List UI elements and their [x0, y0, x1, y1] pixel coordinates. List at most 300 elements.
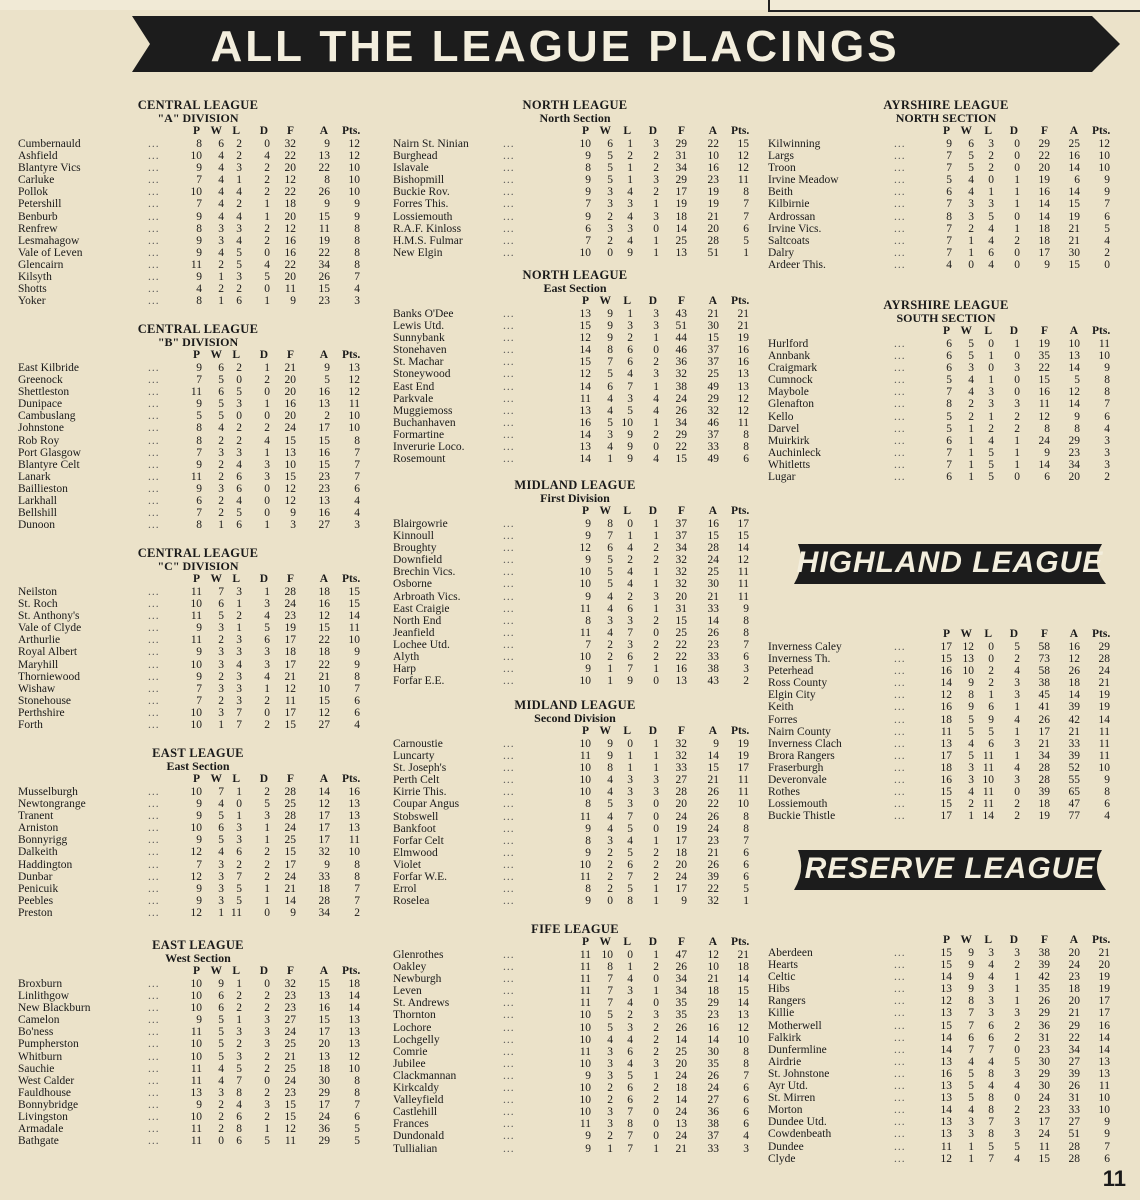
stat-d: 1: [1014, 434, 1020, 447]
stat-p: 10: [190, 719, 202, 732]
stat-pts: 19: [737, 750, 749, 763]
leader-dots: ...: [894, 234, 906, 247]
stat-p: 12: [190, 870, 202, 883]
team-name: Irvine Vics.: [768, 222, 822, 235]
table-row: [768, 774, 1124, 786]
team-name: Perth Celt: [393, 774, 440, 787]
leader-dots: ...: [894, 959, 906, 972]
stat-w: 7: [968, 1019, 974, 1032]
stat-l: 1: [627, 308, 633, 320]
stat-d: 1: [653, 578, 659, 591]
stat-a: 16: [707, 162, 719, 175]
leader-dots: ...: [894, 774, 906, 787]
stat-p: 16: [940, 1067, 952, 1080]
leader-dots: ...: [148, 786, 160, 798]
stat-f: 8: [1044, 422, 1050, 435]
column-header-f: F: [286, 573, 294, 585]
stat-f: 14: [1038, 458, 1050, 471]
stat-l: 1: [988, 186, 994, 199]
table-row: [18, 422, 378, 434]
stat-f: 15: [1038, 1152, 1050, 1165]
table-row: [393, 1046, 757, 1058]
table-row: [393, 997, 757, 1009]
stat-a: 33: [318, 870, 330, 883]
stat-f: 13: [675, 1118, 687, 1131]
stat-f: 19: [1038, 338, 1050, 350]
team-name: Lochore: [393, 1021, 432, 1034]
stat-f: 31: [675, 602, 687, 615]
stat-f: 31: [675, 150, 687, 163]
stat-pts: 10: [737, 1033, 749, 1046]
team-name: Dundee: [768, 1140, 804, 1153]
leader-dots: ...: [503, 961, 515, 974]
leader-dots: ...: [148, 507, 160, 520]
leader-dots: ...: [503, 518, 515, 530]
team-name: Glenafton: [768, 398, 814, 411]
stat-f: 24: [675, 810, 687, 823]
stat-l: 6: [988, 246, 994, 259]
stat-l: 4: [236, 210, 242, 223]
stat-f: 9: [290, 507, 296, 520]
leader-dots: ...: [503, 651, 515, 664]
stat-pts: 13: [1098, 1067, 1110, 1080]
column-header-p: P: [581, 125, 589, 137]
stat-f: 20: [284, 271, 296, 284]
table-row: [393, 883, 757, 895]
stat-w: 7: [968, 1007, 974, 1020]
stat-p: 10: [579, 578, 591, 591]
stat-p: 17: [940, 749, 952, 762]
team-name: Morton: [768, 1104, 803, 1117]
stat-f: 22: [284, 150, 296, 163]
leader-dots: ...: [148, 482, 160, 495]
stat-p: 11: [190, 610, 202, 623]
column-header-a: A: [319, 773, 328, 785]
stat-f: 21: [675, 1142, 687, 1155]
stat-l: 6: [627, 356, 633, 369]
stat-d: 5: [264, 798, 270, 811]
stat-a: 2: [324, 410, 330, 423]
reserve-league-banner: [790, 844, 1120, 896]
table-row: [18, 610, 378, 622]
leader-dots: ...: [503, 246, 515, 259]
stat-f: 20: [284, 162, 296, 175]
stat-w: 7: [607, 997, 613, 1010]
column-header-l: L: [984, 125, 992, 137]
table-header: [768, 628, 1124, 641]
stat-f: 19: [284, 622, 296, 635]
stat-f: 14: [675, 1094, 687, 1107]
stat-p: 7: [946, 246, 952, 259]
team-name: Petershill: [18, 198, 62, 211]
stat-w: 3: [607, 186, 613, 199]
stat-l: 0: [988, 362, 994, 375]
stat-l: 3: [236, 822, 242, 835]
stat-d: 2: [1014, 1031, 1020, 1044]
table-row: [18, 622, 378, 634]
stat-p: 13: [940, 1007, 952, 1020]
stat-w: 1: [968, 422, 974, 435]
stat-pts: 11: [348, 834, 360, 847]
stat-p: 9: [585, 186, 591, 199]
table-row: [393, 186, 757, 198]
stat-d: 2: [653, 162, 659, 175]
stat-pts: 13: [737, 380, 749, 393]
stat-d: 1: [1014, 186, 1020, 199]
stat-l: 9: [627, 428, 633, 441]
leader-dots: ...: [148, 434, 160, 447]
stat-p: 10: [190, 1050, 202, 1063]
stat-w: 5: [968, 749, 974, 762]
stat-d: 0: [653, 798, 659, 811]
leader-dots: ...: [148, 682, 160, 695]
stat-l: 3: [236, 446, 242, 459]
team-name: Nairn County: [768, 725, 831, 738]
stat-pts: 4: [354, 495, 360, 508]
stat-pts: 8: [743, 614, 749, 627]
table-row: [768, 762, 1124, 774]
leader-dots: ...: [503, 1142, 515, 1155]
league-title: CENTRAL LEAGUE: [137, 546, 259, 560]
leader-dots: ...: [148, 1111, 160, 1124]
team-name: Rangers: [768, 995, 806, 1008]
stat-p: 14: [940, 971, 952, 984]
stat-pts: 9: [743, 602, 749, 615]
stat-pts: 2: [354, 906, 360, 919]
stat-w: 6: [218, 598, 224, 611]
stat-a: 31: [1068, 1092, 1080, 1105]
stat-w: 6: [607, 138, 613, 150]
stat-p: 7: [585, 198, 591, 211]
stat-a: 13: [318, 990, 330, 1003]
stat-w: 2: [218, 670, 224, 683]
team-name: Muirkirk: [768, 434, 810, 447]
leader-dots: ...: [503, 441, 515, 454]
stat-l: 7: [627, 810, 633, 823]
stat-pts: 7: [743, 638, 749, 651]
league-table: [768, 98, 1124, 271]
stat-a: 17: [318, 810, 330, 823]
stat-p: 7: [946, 198, 952, 211]
stat-w: 5: [607, 566, 613, 579]
leader-dots: ...: [894, 653, 906, 666]
stat-a: 12: [318, 798, 330, 811]
leader-dots: ...: [148, 519, 160, 532]
stat-p: 17: [940, 810, 952, 823]
stat-p: 14: [940, 1031, 952, 1044]
stat-l: 5: [627, 1069, 633, 1082]
stat-w: 4: [607, 810, 613, 823]
stat-f: 44: [675, 332, 687, 345]
stat-f: 11: [1038, 1140, 1050, 1153]
stat-w: 2: [218, 495, 224, 508]
stat-a: 27: [318, 519, 330, 532]
team-name: Dunfermline: [768, 1043, 827, 1056]
stat-p: 6: [946, 186, 952, 199]
stat-d: 2: [1014, 234, 1020, 247]
leader-dots: ...: [503, 762, 515, 775]
stat-w: 3: [607, 1118, 613, 1131]
stat-l: 5: [236, 246, 242, 259]
stat-w: 4: [218, 162, 224, 175]
stat-d: 1: [653, 234, 659, 247]
stat-f: 21: [1038, 737, 1050, 750]
stat-l: 5: [236, 1062, 242, 1075]
stat-a: 15: [707, 530, 719, 543]
stat-a: 10: [707, 150, 719, 163]
column-header-p: P: [192, 773, 200, 785]
stat-pts: 3: [1104, 434, 1110, 447]
stat-w: 2: [607, 651, 613, 664]
stat-p: 9: [196, 1098, 202, 1111]
stat-f: 29: [1038, 138, 1050, 150]
team-name: Rob Roy: [18, 434, 60, 447]
column-header-p: P: [942, 125, 950, 137]
stat-pts: 6: [354, 1111, 360, 1124]
stat-f: 38: [675, 380, 687, 393]
stat-l: 4: [627, 186, 633, 199]
stat-p: 12: [579, 368, 591, 381]
team-name: Whitletts: [768, 458, 811, 471]
stat-p: 8: [946, 398, 952, 411]
stat-pts: 13: [348, 810, 360, 823]
stat-d: 2: [264, 858, 270, 871]
stat-p: 10: [579, 1009, 591, 1022]
leader-dots: ...: [503, 1057, 515, 1070]
stat-d: 0: [264, 495, 270, 508]
stat-a: 49: [707, 380, 719, 393]
stat-f: 35: [1038, 983, 1050, 996]
column-header-w: W: [960, 934, 972, 946]
stat-w: 3: [968, 198, 974, 211]
stat-pts: 11: [737, 590, 749, 603]
stat-w: 5: [607, 1009, 613, 1022]
stat-f: 29: [1038, 1007, 1050, 1020]
stat-f: 41: [1038, 701, 1050, 714]
team-name: Motherwell: [768, 1019, 822, 1032]
table-row: [768, 223, 1124, 235]
stat-pts: 11: [737, 174, 749, 187]
team-name: Jubilee: [393, 1057, 426, 1070]
stat-p: 9: [585, 150, 591, 163]
stat-pts: 14: [737, 997, 749, 1010]
stat-l: 3: [236, 670, 242, 683]
stat-l: 7: [627, 871, 633, 884]
stat-a: 26: [1068, 665, 1080, 678]
table-header: [768, 934, 1124, 947]
stat-d: 4: [653, 453, 659, 466]
stat-p: 7: [946, 162, 952, 175]
stat-f: 27: [284, 1014, 296, 1027]
stat-pts: 12: [348, 386, 360, 399]
stat-w: 6: [607, 542, 613, 555]
stat-a: 19: [707, 198, 719, 211]
stat-l: 8: [988, 1067, 994, 1080]
leader-dots: ...: [894, 374, 906, 387]
stat-a: 15: [318, 283, 330, 296]
column-header-l: L: [232, 573, 240, 585]
stat-l: 1: [988, 689, 994, 702]
stat-d: 3: [1014, 1116, 1020, 1129]
table-header: [18, 349, 378, 362]
stat-l: 1: [627, 750, 633, 763]
stat-w: 8: [968, 995, 974, 1008]
stat-a: 15: [707, 332, 719, 345]
stat-d: 3: [1014, 398, 1020, 411]
stat-w: 5: [607, 416, 613, 429]
leader-dots: ...: [148, 798, 160, 811]
stat-w: 4: [607, 404, 613, 417]
stat-d: 0: [1014, 246, 1020, 259]
stat-w: 3: [607, 834, 613, 847]
stat-a: 18: [1068, 677, 1080, 690]
column-header-a: A: [319, 125, 328, 137]
stat-d: 4: [264, 670, 270, 683]
stat-l: 4: [236, 495, 242, 508]
column-header-a: A: [708, 725, 717, 737]
team-name: Kilbirnie: [768, 198, 810, 211]
stat-p: 14: [579, 428, 591, 441]
stat-pts: 11: [737, 578, 749, 591]
column-header-f: F: [677, 125, 685, 137]
table-row: [18, 990, 378, 1002]
leader-dots: ...: [148, 990, 160, 1003]
team-name: Cowdenbeath: [768, 1128, 832, 1141]
stat-p: 9: [585, 590, 591, 603]
stat-d: 4: [653, 404, 659, 417]
stat-f: 32: [675, 368, 687, 381]
stat-p: 5: [196, 410, 202, 423]
stat-l: 3: [988, 398, 994, 411]
stat-a: 15: [318, 458, 330, 471]
team-name: Hibs: [768, 983, 790, 996]
stat-l: 1: [627, 961, 633, 974]
stat-p: 11: [190, 586, 202, 598]
leader-dots: ...: [894, 761, 906, 774]
stat-l: 5: [236, 882, 242, 895]
stat-a: 9: [713, 738, 719, 750]
team-name: Blairgowrie: [393, 518, 448, 530]
column-header-w: W: [599, 725, 611, 737]
stat-p: 11: [940, 1140, 952, 1153]
stat-d: 2: [1014, 1019, 1020, 1032]
stat-pts: 10: [1098, 1092, 1110, 1105]
stat-d: 1: [1014, 725, 1020, 738]
table-row: [393, 320, 757, 332]
leader-dots: ...: [503, 530, 515, 543]
stat-w: 10: [962, 665, 974, 678]
stat-l: 8: [627, 895, 633, 908]
stat-pts: 11: [348, 398, 360, 411]
stat-p: 11: [190, 634, 202, 647]
stat-l: 3: [627, 774, 633, 787]
stat-l: 6: [236, 470, 242, 483]
stat-l: 3: [627, 1021, 633, 1034]
stat-p: 10: [579, 1057, 591, 1070]
stat-w: 3: [607, 428, 613, 441]
stat-f: 23: [1038, 1104, 1050, 1117]
stat-p: 13: [579, 308, 591, 320]
stat-l: 3: [627, 985, 633, 998]
stat-pts: 8: [354, 246, 360, 259]
team-name: Penicuik: [18, 882, 59, 895]
stat-w: 2: [968, 410, 974, 423]
stat-w: 8: [607, 961, 613, 974]
team-name: Roselea: [393, 895, 430, 908]
stat-pts: 4: [354, 507, 360, 520]
table-row: [393, 738, 757, 750]
stat-w: 4: [218, 422, 224, 435]
stat-d: 1: [264, 834, 270, 847]
stat-l: 1: [988, 374, 994, 387]
column-header-d: D: [1009, 628, 1018, 640]
team-name: Burghead: [393, 150, 438, 163]
stat-pts: 7: [1104, 198, 1110, 211]
stat-p: 10: [579, 762, 591, 775]
stat-d: 0: [653, 997, 659, 1010]
column-header-a: A: [708, 936, 717, 948]
stat-p: 9: [196, 362, 202, 374]
stat-w: 3: [218, 882, 224, 895]
column-header-l: L: [623, 295, 631, 307]
stat-p: 16: [940, 774, 952, 787]
stat-d: 1: [653, 663, 659, 676]
stat-l: 2: [236, 990, 242, 1003]
team-name: Newtongrange: [18, 798, 86, 811]
leader-dots: ...: [894, 410, 906, 423]
leader-dots: ...: [503, 198, 515, 211]
stat-w: 5: [218, 1050, 224, 1063]
league-table: [768, 934, 1124, 1165]
stat-w: 4: [968, 174, 974, 187]
stat-d: 3: [264, 470, 270, 483]
stat-pts: 12: [737, 1021, 749, 1034]
team-name: Kirrie This.: [393, 786, 447, 799]
stat-f: 20: [675, 798, 687, 811]
stat-p: 14: [579, 380, 591, 393]
team-name: Killie: [768, 1007, 795, 1020]
stat-d: 0: [653, 222, 659, 235]
stat-pts: 7: [354, 682, 360, 695]
stat-d: 3: [653, 368, 659, 381]
stat-p: 13: [940, 983, 952, 996]
league-table: [393, 922, 757, 1155]
stat-pts: 11: [737, 774, 749, 787]
stat-a: 33: [707, 651, 719, 664]
team-name: Jeanfield: [393, 626, 435, 639]
stat-p: 7: [946, 386, 952, 399]
stat-a: 14: [1068, 362, 1080, 375]
stat-w: 3: [607, 198, 613, 211]
team-name: Arthurlie: [18, 634, 61, 647]
stat-d: 3: [1014, 689, 1020, 702]
stat-l: 8: [988, 1092, 994, 1105]
stat-d: 1: [653, 518, 659, 530]
table-row: [768, 1032, 1124, 1044]
team-name: Troon: [768, 162, 796, 175]
table-row: [393, 247, 757, 259]
column-header-l: L: [232, 773, 240, 785]
column-header-w: W: [599, 936, 611, 948]
team-name: Islavale: [393, 162, 429, 175]
stat-l: 3: [988, 983, 994, 996]
leader-dots: ...: [894, 810, 906, 823]
table-header: [393, 295, 757, 308]
stat-w: 9: [968, 959, 974, 972]
stat-d: 0: [1014, 471, 1020, 484]
team-name: Johnstone: [18, 422, 64, 435]
stat-p: 15: [940, 959, 952, 972]
